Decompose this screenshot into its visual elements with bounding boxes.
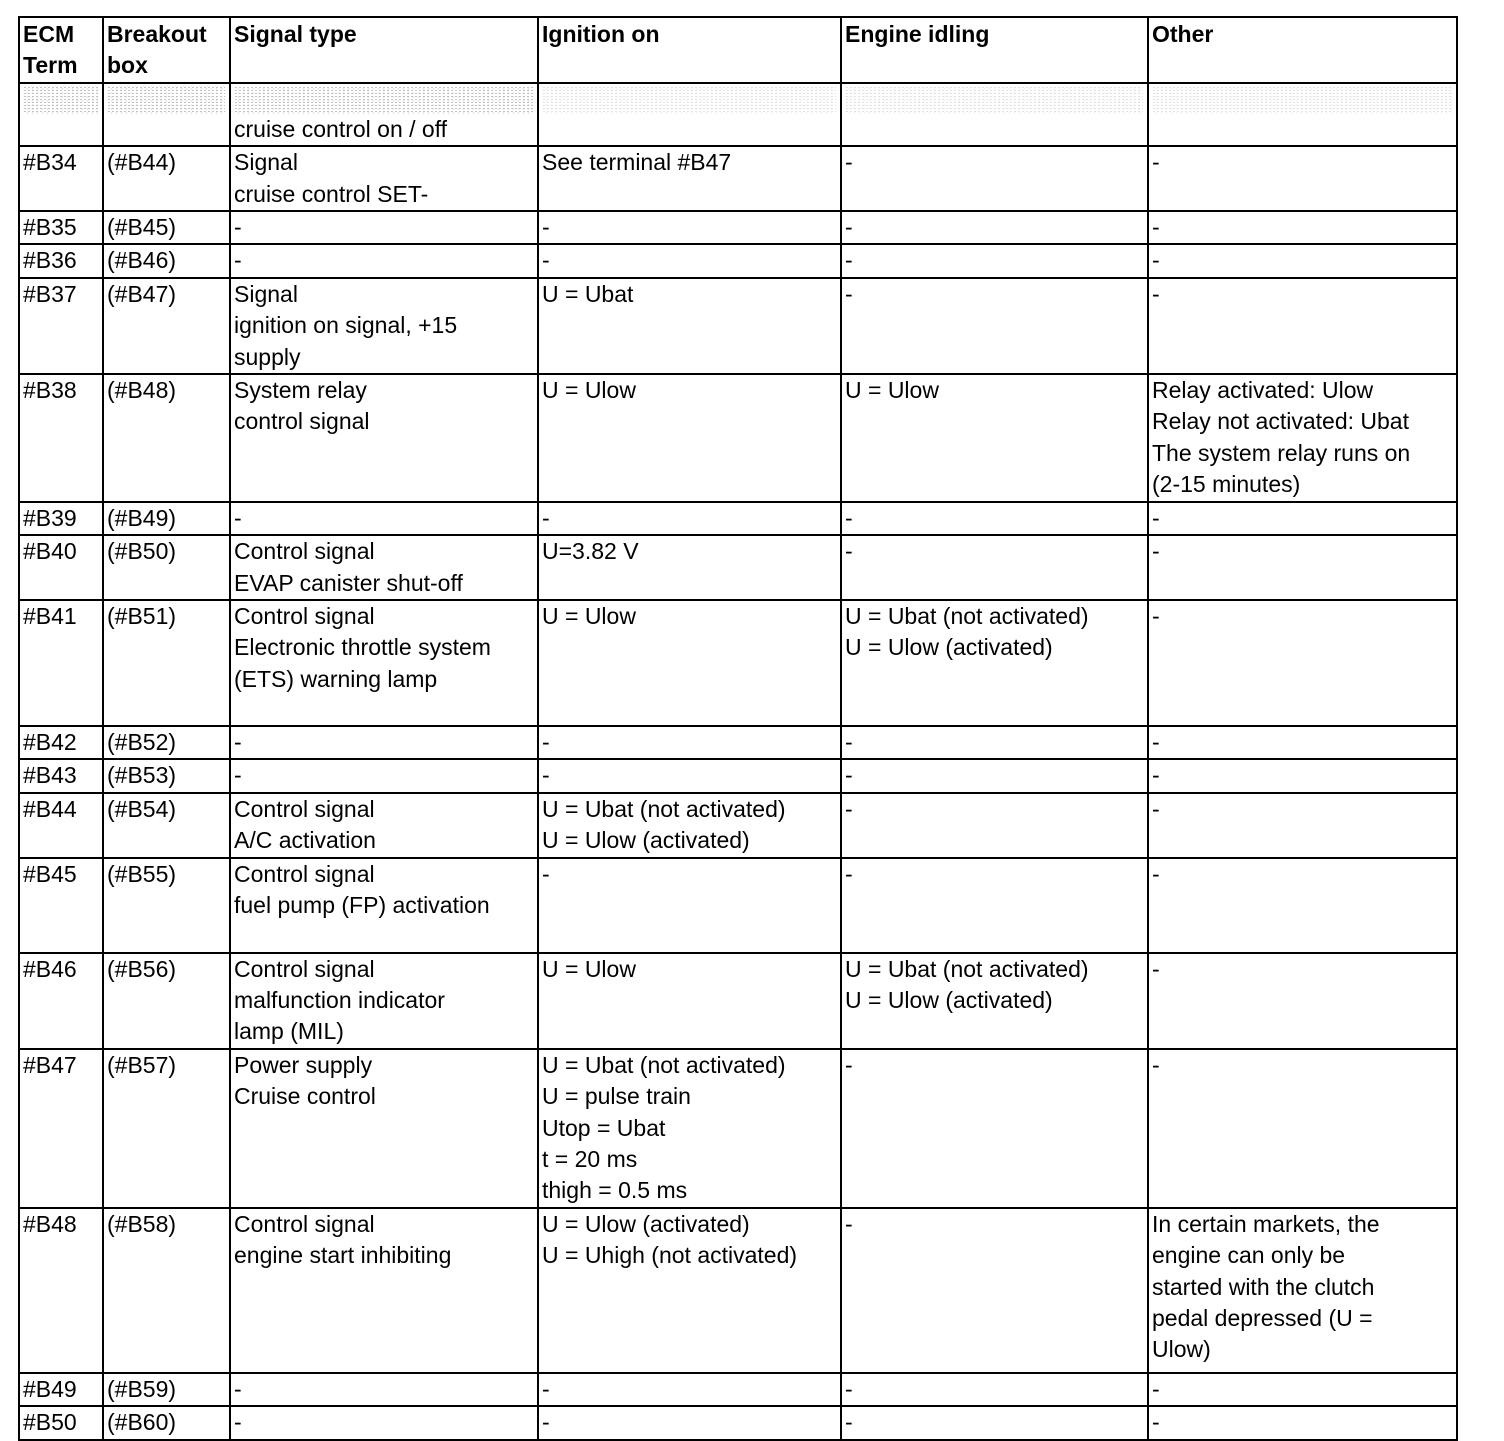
cell-engine-idling xyxy=(841,211,1148,244)
cell-line: Control signal xyxy=(234,795,375,822)
table-row xyxy=(19,374,1457,502)
cell-line: Electronic throttle system xyxy=(234,634,491,661)
cell-breakout-box xyxy=(103,953,230,1049)
cell-line: U = pulse train xyxy=(542,1083,691,1110)
cell-line: - xyxy=(1152,602,1160,629)
cell-line: (#B57) xyxy=(107,1051,177,1078)
cell-signal-type xyxy=(230,535,538,600)
cell-breakout-box xyxy=(103,535,230,600)
cell-engine-idling xyxy=(841,953,1148,1049)
cell-line: #B41 xyxy=(23,602,77,629)
cell-line: #B37 xyxy=(23,280,77,307)
cell-line: - xyxy=(845,860,853,887)
cell-line: (#B44) xyxy=(107,149,177,176)
cell-line: malfunction indicator xyxy=(234,986,445,1013)
cell-line: Cruise control xyxy=(234,1083,376,1110)
cell-line: cruise control SET- xyxy=(234,180,429,207)
cell-breakout-box xyxy=(103,83,230,146)
cell-line: #B50 xyxy=(23,1409,77,1436)
cell-signal-type xyxy=(230,1208,538,1373)
cell-other xyxy=(1148,146,1457,211)
cell-line: thigh = 0.5 ms xyxy=(542,1177,688,1204)
cell-ignition-on xyxy=(538,1406,841,1439)
cell-signal-type xyxy=(230,83,538,146)
table-row xyxy=(19,858,1457,953)
cell-line: - xyxy=(1152,247,1160,274)
cell-engine-idling xyxy=(841,146,1148,211)
cell-breakout-box xyxy=(103,1049,230,1208)
cell-line: #B47 xyxy=(23,1051,77,1078)
cell-ignition-on xyxy=(538,535,841,600)
cell-line: - xyxy=(845,1409,853,1436)
cell-line: engine start inhibiting xyxy=(234,1242,452,1269)
cell-line: - xyxy=(1152,762,1160,789)
cell-line: #B39 xyxy=(23,504,77,531)
cell-line: - xyxy=(1152,149,1160,176)
cell-line: - xyxy=(234,1375,242,1402)
cell-line: (#B55) xyxy=(107,860,177,887)
cell-other xyxy=(1148,1049,1457,1208)
cell-signal-type xyxy=(230,1049,538,1208)
cell-line: - xyxy=(1152,1409,1160,1436)
cell-line: #B48 xyxy=(23,1210,77,1237)
cell-line: - xyxy=(234,728,242,755)
cell-line: - xyxy=(234,1409,242,1436)
cell-line: U = Uhigh (not activated) xyxy=(542,1242,798,1269)
cell-engine-idling xyxy=(841,502,1148,535)
cell-engine-idling xyxy=(841,244,1148,277)
cell-line: (#B60) xyxy=(107,1409,177,1436)
cell-ignition-on xyxy=(538,759,841,792)
cell-engine-idling xyxy=(841,1373,1148,1406)
cell-line: #B44 xyxy=(23,795,77,822)
cell-engine-idling xyxy=(841,858,1148,953)
cell-breakout-box xyxy=(103,1208,230,1373)
cell-line: engine can only be xyxy=(1152,1242,1346,1269)
cell-signal-type xyxy=(230,726,538,759)
cell-line: A/C activation xyxy=(234,827,376,854)
cell-signal-type xyxy=(230,211,538,244)
cell-line: - xyxy=(1152,504,1160,531)
cell-line: - xyxy=(542,762,550,789)
cell-ecm-term xyxy=(19,600,103,726)
cell-ignition-on xyxy=(538,146,841,211)
cell-signal-type xyxy=(230,244,538,277)
cell-ecm-term xyxy=(19,793,103,858)
cell-line: pedal depressed (U = xyxy=(1152,1305,1373,1331)
cell-line: - xyxy=(1152,538,1160,565)
cell-line: (#B53) xyxy=(107,762,177,789)
cell-line: - xyxy=(1152,955,1160,982)
cell-line: #B35 xyxy=(23,214,77,241)
cell-ecm-term xyxy=(19,726,103,759)
cell-line: (#B58) xyxy=(107,1210,177,1237)
cell-line: - xyxy=(845,247,853,274)
cell-breakout-box xyxy=(103,146,230,211)
table-row xyxy=(19,83,1457,146)
cell-engine-idling xyxy=(841,374,1148,502)
cell-engine-idling xyxy=(841,1049,1148,1208)
cell-engine-idling xyxy=(841,1406,1148,1439)
cell-line: Control signal xyxy=(234,860,375,887)
cell-line: started with the clutch xyxy=(1152,1273,1375,1300)
cell-line: The system relay runs on xyxy=(1152,439,1411,466)
cell-breakout-box xyxy=(103,858,230,953)
cell-line: (#B51) xyxy=(107,602,177,629)
cell-line: (#B45) xyxy=(107,214,177,241)
cell-other xyxy=(1148,211,1457,244)
cell-ecm-term xyxy=(19,374,103,502)
cell-line: (#B56) xyxy=(107,955,177,982)
cell-ignition-on xyxy=(538,953,841,1049)
cell-engine-idling xyxy=(841,600,1148,726)
cell-engine-idling xyxy=(841,535,1148,600)
cell-line: (ETS) warning lamp xyxy=(234,665,438,692)
table-row xyxy=(19,278,1457,374)
cell-line: (#B47) xyxy=(107,280,177,307)
cell-line: #B46 xyxy=(23,955,77,982)
cell-line: Control signal xyxy=(234,955,375,982)
cell-line: U = Ulow (activated) xyxy=(845,634,1053,661)
cell-line: (2-15 minutes) xyxy=(1152,471,1301,498)
cell-line: - xyxy=(845,504,853,531)
table-row xyxy=(19,793,1457,858)
cell-signal-type xyxy=(230,600,538,726)
cell-line: U = Ulow (activated) xyxy=(542,827,750,854)
table-row xyxy=(19,1406,1457,1439)
cell-engine-idling xyxy=(841,1208,1148,1373)
cell-other xyxy=(1148,1406,1457,1439)
cell-ecm-term xyxy=(19,278,103,374)
cell-line: (#B59) xyxy=(107,1375,177,1402)
cell-ignition-on xyxy=(538,278,841,374)
cell-breakout-box xyxy=(103,793,230,858)
cell-ecm-term xyxy=(19,1373,103,1406)
cell-ignition-on xyxy=(538,83,841,146)
cell-line: - xyxy=(845,538,853,565)
cell-line: U = Ulow xyxy=(542,955,636,982)
cell-signal-type xyxy=(230,1406,538,1439)
cell-line: See terminal #B47 xyxy=(542,149,732,176)
cell-engine-idling xyxy=(841,759,1148,792)
cell-line: (#B48) xyxy=(107,377,177,404)
cell-line: - xyxy=(1152,280,1160,307)
cell-line: - xyxy=(542,1375,550,1402)
cell-line: Power supply xyxy=(234,1051,373,1078)
cell-line: - xyxy=(845,728,853,755)
cell-other xyxy=(1148,759,1457,792)
table-row xyxy=(19,600,1457,726)
cell-line: - xyxy=(845,149,853,176)
cell-line: Signal xyxy=(234,149,298,176)
cell-line: - xyxy=(234,504,242,531)
cell-breakout-box xyxy=(103,726,230,759)
cell-ignition-on xyxy=(538,1049,841,1208)
cell-breakout-box xyxy=(103,1373,230,1406)
cell-line: t = 20 ms xyxy=(542,1145,638,1172)
cell-breakout-box xyxy=(103,374,230,502)
cell-other xyxy=(1148,858,1457,953)
table-row xyxy=(19,1049,1457,1208)
cell-line: U = Ubat (not activated) xyxy=(542,1051,786,1078)
cell-line: U = Ulow xyxy=(542,377,636,404)
header-engine-idling: Engine idling xyxy=(841,17,1148,83)
cell-line: - xyxy=(845,280,853,307)
table-row xyxy=(19,244,1457,277)
header-breakout-box: Breakout box xyxy=(103,17,230,83)
cell-line: - xyxy=(1152,1375,1160,1402)
cell-line: #B40 xyxy=(23,538,77,565)
cell-signal-type xyxy=(230,953,538,1049)
cell-line: U = Ulow xyxy=(542,602,636,629)
cell-line: supply xyxy=(234,343,301,370)
cell-line: EVAP canister shut-off xyxy=(234,569,463,596)
cell-line: Control signal xyxy=(234,602,375,629)
cell-line: - xyxy=(845,762,853,789)
header-other: Other xyxy=(1148,17,1457,83)
cell-ignition-on xyxy=(538,1373,841,1406)
cell-line: (#B50) xyxy=(107,538,177,565)
cell-line: Relay not activated: Ubat xyxy=(1152,408,1409,435)
cell-line: fuel pump (FP) activation xyxy=(234,891,490,918)
cell-other xyxy=(1148,1208,1457,1373)
cell-ignition-on xyxy=(538,858,841,953)
cell-line: - xyxy=(542,728,550,755)
cell-line: control signal xyxy=(234,408,370,435)
cell-line: #B43 xyxy=(23,762,77,789)
header-signal-type: Signal type xyxy=(230,17,538,83)
cell-breakout-box xyxy=(103,600,230,726)
cell-ecm-term xyxy=(19,1208,103,1373)
cell-line: - xyxy=(1152,860,1160,887)
cell-line: - xyxy=(845,1210,853,1237)
cell-other xyxy=(1148,953,1457,1049)
cell-line: - xyxy=(542,247,550,274)
cell-ecm-term xyxy=(19,1049,103,1208)
ecm-terminal-table xyxy=(18,16,1458,1441)
cell-line: Ulow) xyxy=(1152,1336,1211,1363)
cell-breakout-box xyxy=(103,759,230,792)
cell-line: Control signal xyxy=(234,1210,375,1237)
cell-ecm-term xyxy=(19,858,103,953)
cell-line: - xyxy=(845,1051,853,1078)
cell-ecm-term xyxy=(19,211,103,244)
cell-line: #B42 xyxy=(23,728,77,755)
cell-other xyxy=(1148,600,1457,726)
cell-breakout-box xyxy=(103,502,230,535)
cell-line: - xyxy=(1152,795,1160,822)
cell-line: - xyxy=(542,214,550,241)
cell-line: - xyxy=(1152,728,1160,755)
cell-line: - xyxy=(542,504,550,531)
cell-line: U = Ubat (not activated) xyxy=(845,602,1089,629)
cell-ignition-on xyxy=(538,600,841,726)
cell-ignition-on xyxy=(538,211,841,244)
cell-other xyxy=(1148,244,1457,277)
cell-signal-type xyxy=(230,759,538,792)
cell-other xyxy=(1148,535,1457,600)
cell-ecm-term xyxy=(19,244,103,277)
table-header-row xyxy=(19,17,1457,83)
cell-line: System relay xyxy=(234,377,367,404)
cell-engine-idling xyxy=(841,83,1148,146)
cell-line: U = Ubat (not activated) xyxy=(542,795,786,822)
cell-line: lamp (MIL) xyxy=(234,1018,344,1045)
scan-artifact xyxy=(1152,86,1452,114)
cell-other xyxy=(1148,83,1457,146)
cell-line: U = Ubat (not activated) xyxy=(845,955,1089,982)
cell-line: In certain markets, the xyxy=(1152,1210,1380,1237)
cell-ignition-on xyxy=(538,374,841,502)
cell-ecm-term xyxy=(19,535,103,600)
cell-signal-type xyxy=(230,502,538,535)
cell-engine-idling xyxy=(841,278,1148,374)
table-row xyxy=(19,1208,1457,1373)
cell-line: #B36 xyxy=(23,247,77,274)
cell-line: - xyxy=(542,1409,550,1436)
cell-line: (#B46) xyxy=(107,247,177,274)
scan-artifact xyxy=(23,86,98,114)
cell-line: - xyxy=(234,214,242,241)
cell-ecm-term xyxy=(19,83,103,146)
cell-line: #B45 xyxy=(23,860,77,887)
cell-ecm-term xyxy=(19,146,103,211)
cell-line: U = Ulow (activated) xyxy=(542,1210,750,1237)
cell-signal-type xyxy=(230,858,538,953)
cell-ecm-term xyxy=(19,953,103,1049)
cell-line: #B38 xyxy=(23,377,77,404)
cell-breakout-box xyxy=(103,278,230,374)
table-row xyxy=(19,953,1457,1049)
cell-line: Signal xyxy=(234,280,298,307)
cell-ignition-on xyxy=(538,502,841,535)
table-row xyxy=(19,726,1457,759)
cell-ecm-term xyxy=(19,502,103,535)
cell-ignition-on xyxy=(538,726,841,759)
cell-line: #B34 xyxy=(23,149,77,176)
cell-other xyxy=(1148,793,1457,858)
cell-line: (#B49) xyxy=(107,504,177,531)
cell-other xyxy=(1148,726,1457,759)
header-ecm-term: ECM Term xyxy=(19,17,103,83)
cell-line: ignition on signal, +15 xyxy=(234,312,458,339)
cell-line: - xyxy=(1152,214,1160,241)
cell-line: - xyxy=(234,247,242,274)
cell-breakout-box xyxy=(103,1406,230,1439)
cell-other xyxy=(1148,1373,1457,1406)
cell-other xyxy=(1148,374,1457,502)
cell-breakout-box xyxy=(103,211,230,244)
table-row xyxy=(19,759,1457,792)
cell-other xyxy=(1148,502,1457,535)
table-row xyxy=(19,211,1457,244)
scan-artifact xyxy=(107,86,225,114)
scan-artifact xyxy=(542,86,836,114)
cell-ignition-on xyxy=(538,244,841,277)
cell-line: - xyxy=(1152,1051,1160,1078)
cell-line: #B49 xyxy=(23,1375,77,1402)
cell-engine-idling xyxy=(841,726,1148,759)
cell-line: (#B54) xyxy=(107,795,177,822)
cell-ignition-on xyxy=(538,1208,841,1373)
cell-line: cruise control on / off xyxy=(234,115,448,142)
cell-line: - xyxy=(845,795,853,822)
cell-line: Utop = Ubat xyxy=(542,1114,666,1141)
cell-signal-type xyxy=(230,146,538,211)
cell-line: - xyxy=(234,762,242,789)
cell-engine-idling xyxy=(841,793,1148,858)
cell-line: U = Ulow xyxy=(845,377,939,404)
cell-line: (#B52) xyxy=(107,728,177,755)
cell-signal-type xyxy=(230,278,538,374)
table-row xyxy=(19,502,1457,535)
scan-artifact xyxy=(845,86,1143,114)
cell-ecm-term xyxy=(19,759,103,792)
cell-line: Relay activated: Ulow xyxy=(1152,377,1374,404)
header-ignition-on: Ignition on xyxy=(538,17,841,83)
cell-other xyxy=(1148,278,1457,374)
table-row xyxy=(19,1373,1457,1406)
cell-line: U = Ubat xyxy=(542,280,634,307)
cell-signal-type xyxy=(230,1373,538,1406)
table-row xyxy=(19,535,1457,600)
cell-line: Control signal xyxy=(234,538,375,565)
table-row xyxy=(19,146,1457,211)
scan-artifact xyxy=(234,86,533,114)
cell-line: - xyxy=(845,1375,853,1402)
cell-signal-type xyxy=(230,374,538,502)
cell-signal-type xyxy=(230,793,538,858)
cell-ignition-on xyxy=(538,793,841,858)
cell-breakout-box xyxy=(103,244,230,277)
cell-ecm-term xyxy=(19,1406,103,1439)
cell-line: - xyxy=(845,214,853,241)
cell-line: U = Ulow (activated) xyxy=(845,986,1053,1013)
cell-line: U=3.82 V xyxy=(542,538,639,565)
cell-line: - xyxy=(542,860,550,887)
table-body xyxy=(19,83,1457,1440)
